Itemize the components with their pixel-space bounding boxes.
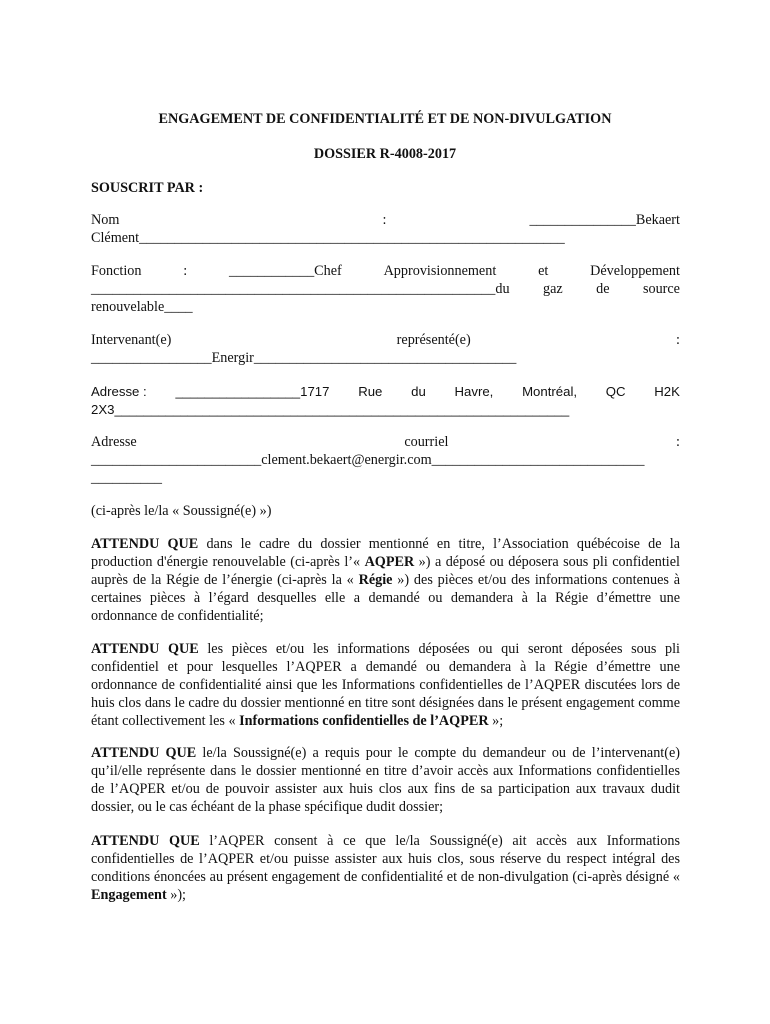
- intervenant-value: _________________Energir_____________________________________: [91, 350, 517, 366]
- attendu-paragraph-3: [91, 744, 680, 816]
- defined-term-aqper: AQPER: [364, 554, 415, 570]
- intervenant-row: [91, 331, 680, 349]
- fonction-label: Fonction: [91, 263, 142, 279]
- fonction-row: [91, 262, 680, 280]
- fonction-word: source: [642, 281, 680, 297]
- fonction-row-2: [91, 280, 680, 298]
- paragraph-text: les pièces et/ou les informations déposées ou qui seront déposées sous pli confidentiel et pour lesquelles l’AQPER a demandé ou demandera à la Régie d’émettre une ordonnance de confidentialité ainsi que les Informations confidentielles de l’AQPER discutées lors de huis clos dans le cadre du dossier mentionné en titre sont désignées dans le présent engagement comme étant collectivement les «: [91, 641, 681, 729]
- defined-term-engagement: Engagement: [91, 887, 167, 903]
- fonction-word: gaz: [542, 281, 563, 297]
- intervenant-label: Intervenant(e): [91, 332, 172, 348]
- fonction-word: de: [596, 281, 610, 297]
- intervenant-colon: :: [676, 332, 680, 348]
- document-title: ENGAGEMENT DE CONFIDENTIALITÉ ET DE NON-DIVULGATION: [158, 111, 612, 127]
- courriel-value: ________________________clement.bekaert@energir.com______________________________: [91, 452, 645, 468]
- paragraph-text: »);: [166, 887, 186, 903]
- nom-value-b: Clément____________________________________________________________: [91, 230, 565, 246]
- paragraph-text: l’AQPER consent à ce que le/la Soussigné(e) ait accès aux Informations confidentielles de l’AQPER et/ou puisse assister aux huis clos, sous réserve du respect intégral des conditions énoncées au présent engagement de confidentialité et de non-divulgation (ci-après désigné «: [91, 833, 681, 885]
- paragraph-text: ») a déposé ou déposera sous pli confidentiel auprès de la Régie de l’énergie (ci-après la «: [91, 554, 680, 588]
- souscrit-par-heading: SOUSCRIT PAR :: [91, 180, 204, 196]
- attendu-paragraph-4: [91, 832, 680, 904]
- adresse-word: _________________1717: [175, 384, 330, 399]
- fonction-word: Développement: [590, 263, 680, 279]
- courriel-mid: courriel: [404, 434, 449, 450]
- courriel-value-end: __________: [91, 470, 162, 486]
- adresse-label: Adresse :: [91, 384, 147, 399]
- paragraph-text: le/la Soussigné(e) a requis pour le compte du demandeur ou de l’intervenant(e) qu’il/elle représente dans le dossier mentionné en titre d’avoir accès aux Informations confidentielles de l’AQPER et/ou de pouvoir assister aux huis clos aux fins de sa participation aux travaux dudit dossier, ou le cas échéant de la phase spécifique dudit dossier;: [91, 745, 680, 815]
- nom-label: Nom: [91, 212, 120, 228]
- soussigne-definition: (ci-après le/la « Soussigné(e) »): [91, 503, 272, 519]
- dossier-number: DOSSIER R-4008-2017: [313, 146, 457, 162]
- attendu-lead: ATTENDU QUE: [91, 641, 199, 657]
- intervenant-mid: représenté(e): [396, 332, 471, 348]
- adresse-word: Havre,: [454, 384, 494, 399]
- fonction-colon: :: [183, 263, 188, 279]
- adresse-word: du: [411, 384, 426, 399]
- adresse-value-end: 2X3______________________________________________________________: [91, 402, 570, 417]
- defined-term-regie: Régie: [358, 572, 393, 588]
- attendu-lead: ATTENDU QUE: [91, 745, 197, 761]
- fonction-word: _________________________________________________________du: [91, 281, 510, 297]
- fonction-word: Approvisionnement: [383, 263, 497, 279]
- attendu-lead: ATTENDU QUE: [91, 833, 200, 849]
- defined-term-informations: Informations confidentielles de l’AQPER: [239, 713, 489, 729]
- nom-value-a: _______________Bekaert: [529, 212, 680, 228]
- adresse-word: H2K: [654, 384, 680, 399]
- courriel-colon: :: [676, 434, 680, 450]
- adresse-word: QC: [605, 384, 626, 399]
- paragraph-text: »;: [488, 713, 504, 729]
- nom-row: [91, 211, 680, 229]
- attendu-paragraph-2: [91, 640, 680, 730]
- attendu-lead: ATTENDU QUE: [91, 536, 199, 552]
- courriel-label: Adresse: [91, 434, 137, 450]
- paragraph-text: ») des pièces et/ou des informations contenues à certaines pièces à l’égard desquelles elle a demandé ou demandera à la Régie d’émettre une ordonnance de confidentialité;: [91, 572, 680, 624]
- paragraph-text: dans le cadre du dossier mentionné en titre, l’Association québécoise de la production d'énergie renouvelable (ci-après l’«: [91, 536, 680, 570]
- courriel-row: [91, 433, 680, 451]
- adresse-word: Montréal,: [522, 384, 578, 399]
- fonction-word: ____________Chef: [229, 263, 342, 279]
- fonction-value-end: renouvelable____: [91, 299, 193, 315]
- adresse-row: [91, 383, 680, 401]
- attendu-paragraph-1: [91, 535, 680, 625]
- fonction-word: et: [538, 263, 549, 279]
- adresse-word: Rue: [358, 384, 383, 399]
- nom-colon: :: [382, 212, 387, 228]
